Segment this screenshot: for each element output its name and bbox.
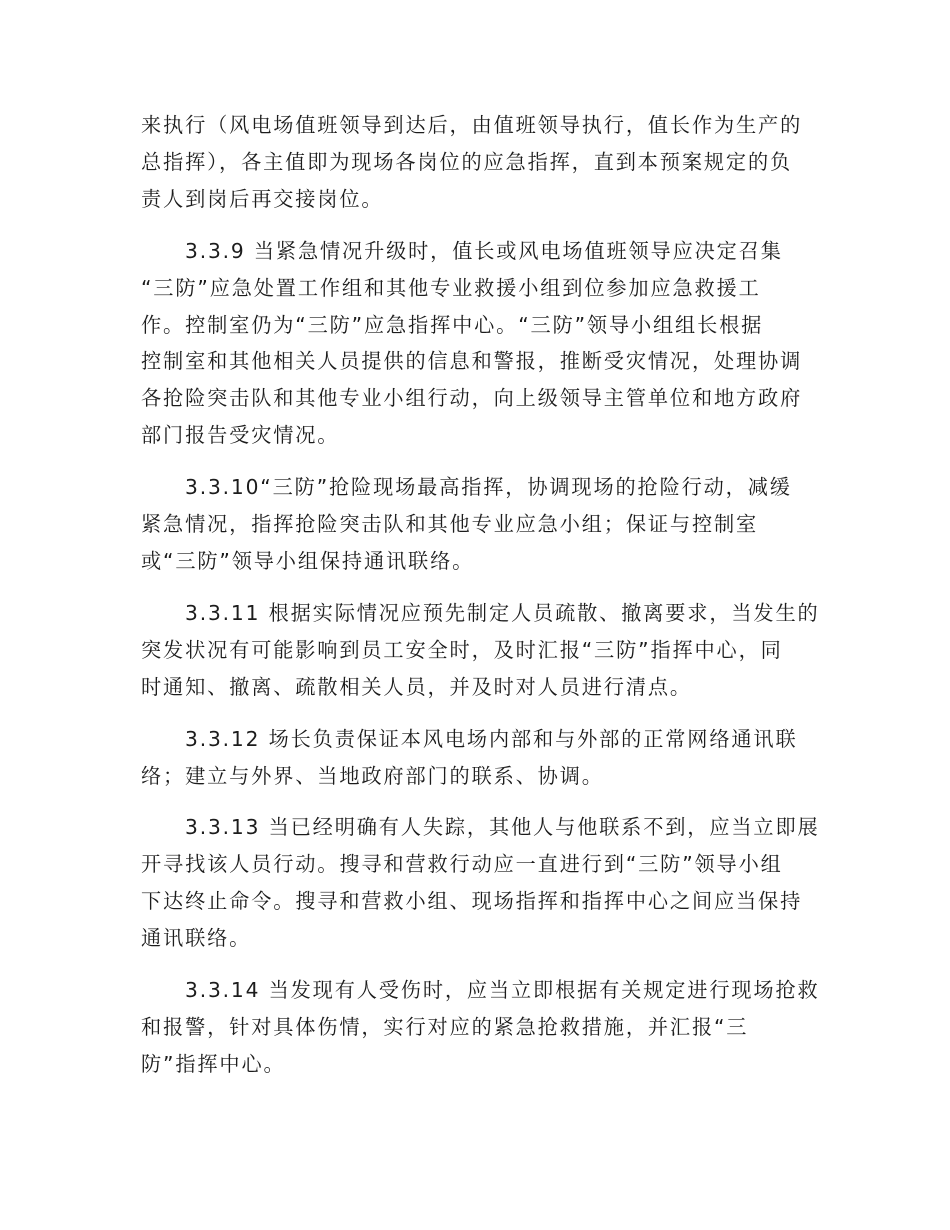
text-line: 紧急情况，指挥抢险突击队和其他专业应急小组；保证与控制室	[141, 512, 759, 537]
text-line: 控制室和其他相关人员提供的信息和警报，推断受灾情况，处理协调	[141, 349, 803, 374]
paragraph-3-3-11	[141, 595, 820, 706]
text-line: 3.3.14 当发现有人受伤时，应当立即根据有关规定进行现场抢救	[185, 978, 820, 1003]
text-line: 下达终止命令。搜寻和营救小组、现场指挥和指挥中心之间应当保持	[141, 889, 803, 914]
paragraph-3-3-10	[141, 469, 811, 580]
text-line: 3.3.11 根据实际情况应预先制定人员疏散、撤离要求，当发生的	[185, 600, 820, 625]
text-line: 防”指挥中心。	[141, 1051, 286, 1076]
text-line: 和报警，针对具体伤情，实行对应的紧急抢救措施，并汇报“三	[141, 1014, 749, 1039]
text-line: 通讯联络。	[141, 926, 252, 951]
text-line: 3.3.9 当紧急情况升级时，值长或风电场值班领导应决定召集	[185, 238, 783, 263]
text-line: 责人到岗后再交接岗位。	[141, 186, 384, 211]
text-line: 或“三防”领导小组保持通讯联络。	[141, 548, 475, 573]
text-line: 络；建立与外界、当地政府部门的联系、协调。	[141, 763, 604, 788]
text-line: 来执行（风电场值班领导到达后，由值班领导执行，值长作为生产的	[141, 113, 803, 137]
text-line: 总指挥），各主值即为现场各岗位的应急指挥，直到本预案规定的负	[141, 149, 793, 174]
text-line: 3.3.12 场长负责保证本风电场内部和与外部的正常网络通讯联	[185, 726, 798, 751]
text-line: 各抢险突击队和其他专业小组行动，向上级领导主管单位和地方政府	[141, 386, 803, 411]
text-line: 开寻找该人员行动。搜寻和营救行动应一直进行到“三防”领导小组	[141, 852, 783, 877]
text-line: 突发状况有可能影响到员工安全时，及时汇报“三防”指挥中心，同	[141, 637, 783, 662]
paragraph-3-3-13	[141, 809, 820, 957]
text-line: 部门报告受灾情况。	[141, 423, 340, 448]
text-line: “三防”应急处置工作组和其他专业救援小组到位参加应急救援工	[141, 275, 761, 300]
text-line: 3.3.13 当已经明确有人失踪，其他人与他联系不到，应当立即展	[185, 815, 820, 840]
text-line: 时通知、撤离、疏散相关人员，并及时对人员进行清点。	[141, 674, 692, 699]
paragraph-3-3-14	[141, 972, 820, 1083]
paragraph-continuation	[141, 107, 811, 218]
paragraph-3-3-9	[141, 233, 811, 454]
text-line: 3.3.10“三防”抢险现场最高指挥，协调现场的抢险行动，减缓	[185, 475, 792, 500]
text-line: 作。控制室仍为“三防”应急指挥中心。“三防”领导小组组长根据	[141, 312, 764, 337]
paragraph-3-3-12	[141, 721, 811, 795]
document-page	[141, 107, 820, 1098]
